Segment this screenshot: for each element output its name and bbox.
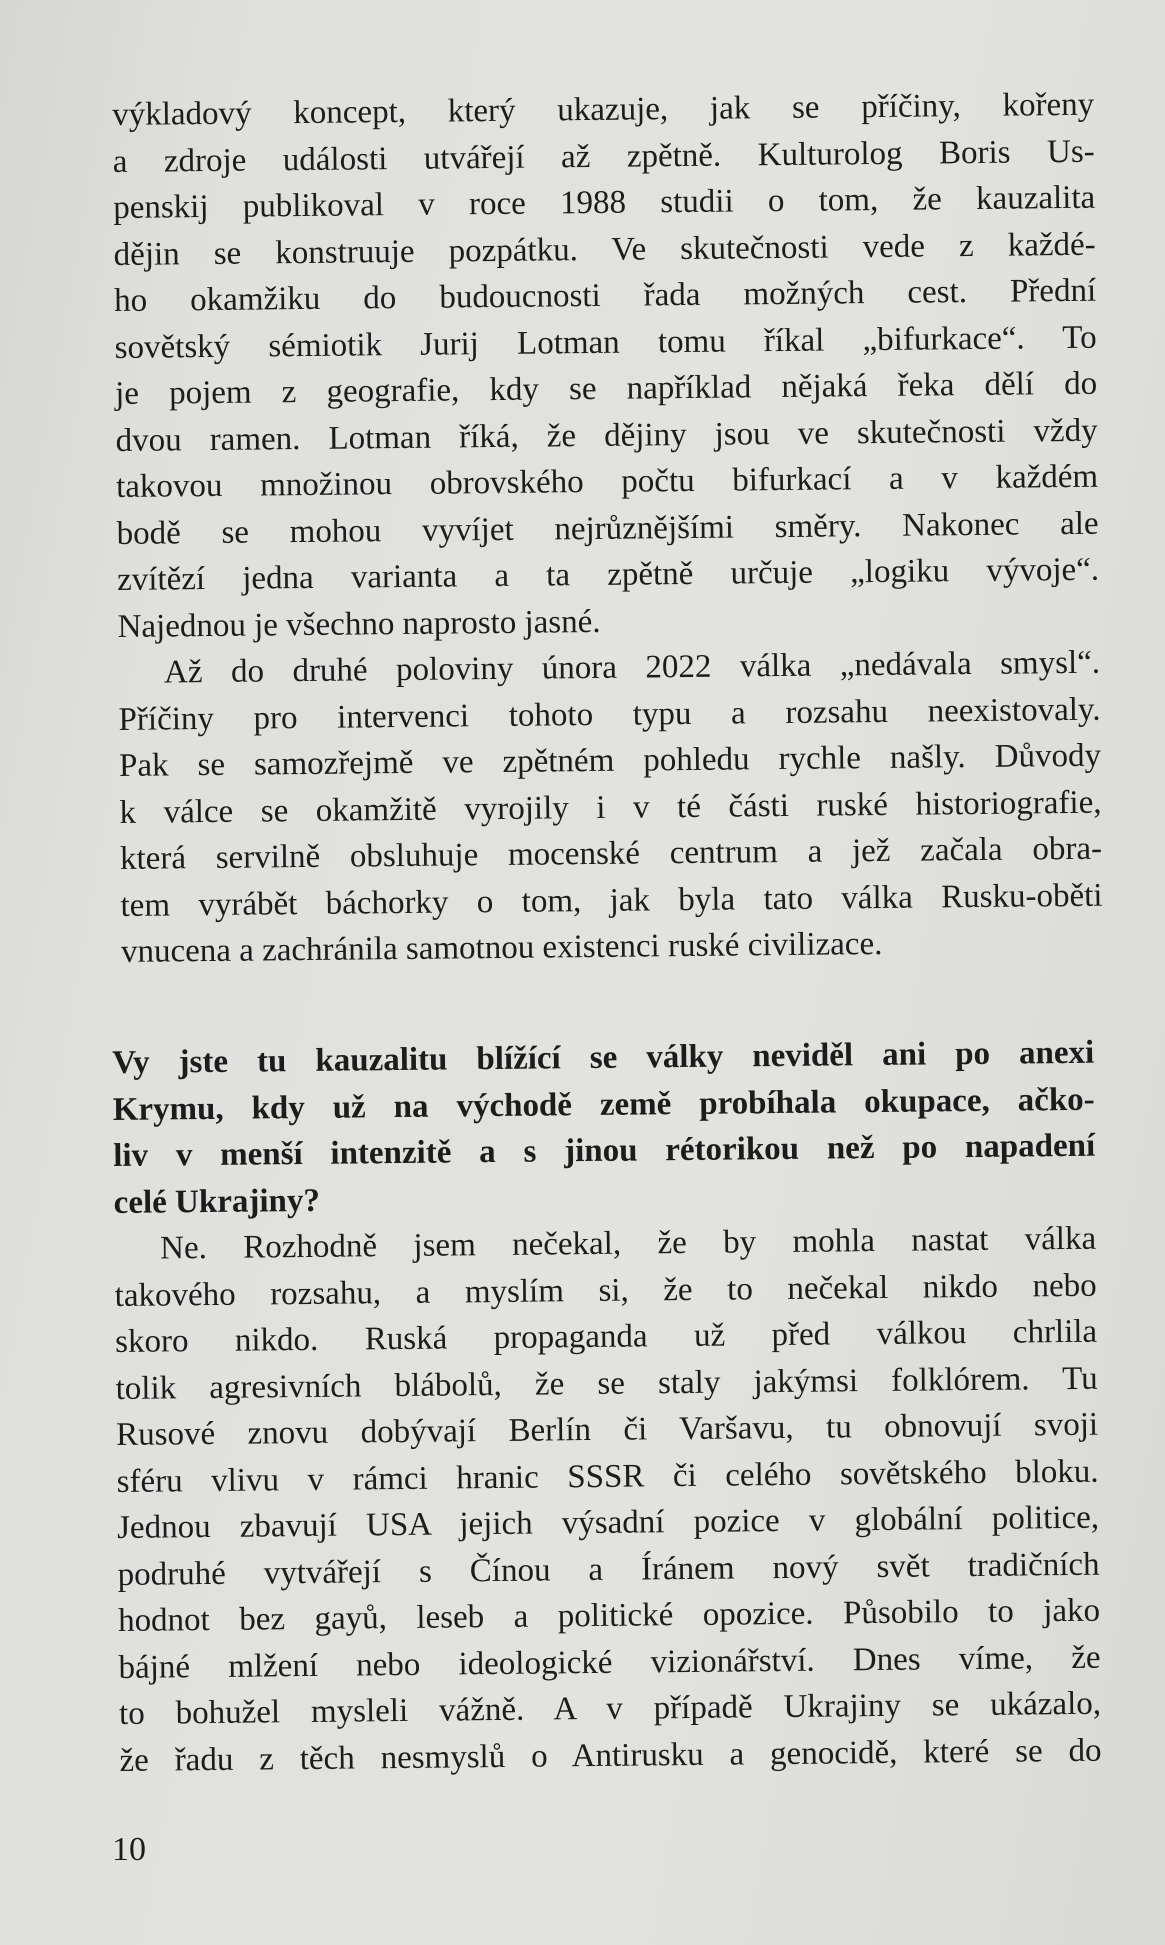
- text-line: Až do druhé poloviny února 2022 válka „nedávala smysl“.: [163, 644, 1101, 691]
- text-line: penskij publikoval v roce 1988 studii o tom, že kauzalita: [113, 179, 1096, 226]
- text-line: k válce se okamžitě vyrojily i v té části ruské historiografie,: [119, 784, 1102, 831]
- text-line: zvítězí jedna varianta a ta zpětně určuje „logiku vývoje“.: [116, 551, 1100, 598]
- text-line: takového rozsahu, a myslím si, že to nečekal nikdo nebo: [114, 1267, 1097, 1314]
- text-line: Pak se samozřejmě ve zpětném pohledu rychle našly. Důvody: [118, 737, 1102, 784]
- text-line: je pojem z geografie, kdy se například nějaká řeka dělí do: [114, 365, 1098, 412]
- page-number: 10: [112, 1831, 146, 1868]
- text-line: tem vyrábět báchorky o tom, jak byla tato válka Rusku-oběti: [120, 877, 1103, 924]
- text-line: dějin se konstruuje pozpátku. Ve skutečnosti vede z každé-: [113, 226, 1096, 273]
- question-line: celé Ukrajiny?: [113, 1182, 321, 1221]
- text-line: sovětský sémiotik Jurij Lotman tomu říkal „bifurkace“. To: [114, 319, 1097, 366]
- text-line: a zdroje události utvářejí až zpětně. Kulturolog Boris Us-: [112, 133, 1095, 180]
- question-line: liv v menší intenzitě a s jinou rétorikou než po napadení: [113, 1127, 1096, 1174]
- text-line: bájné mlžení nebo ideologické vizionářství. Dnes víme, že: [118, 1639, 1101, 1686]
- question-line: Krymu, kdy už na východě země probíhala okupace, ačko-: [112, 1081, 1095, 1128]
- question-line: Vy jste tu kauzalitu blížící se války neviděl ani po anexi: [112, 1034, 1095, 1081]
- upper-text-block: [112, 82, 1103, 976]
- text-line: Ne. Rozhodně jsem nečekal, že by mohla nastat válka: [159, 1220, 1097, 1267]
- text-line: že řadu z těch nesmyslů o Antirusku a genocidě, které se do: [119, 1732, 1102, 1779]
- paragraph-2: [118, 640, 1103, 976]
- text-line: Příčiny pro intervenci tohoto typu a rozsahu neexistovaly.: [118, 691, 1101, 738]
- paragraph-1: [112, 82, 1100, 650]
- lower-text-block: [112, 1030, 1102, 1784]
- text-line: hodnot bez gayů, leseb a politické opozice. Působilo to jako: [117, 1592, 1101, 1639]
- text-line: sféru vlivu v rámci hranic SSSR či celého sovětského bloku.: [116, 1453, 1099, 1500]
- text-line: to bohužel mysleli vážně. A v případě Ukrajiny se ukázalo,: [118, 1685, 1102, 1732]
- text-line: bodě se mohou vyvíjet nejrůznějšími směry. Nakonec ale: [116, 505, 1099, 552]
- text-line: vnucena a zachránila samotnou existenci ruské civilizace.: [120, 925, 883, 970]
- text-line: takovou množinou obrovského počtu bifurkací a v každém: [115, 458, 1099, 505]
- text-line: dvou ramen. Lotman říká, že dějiny jsou ve skutečnosti vždy: [115, 412, 1098, 459]
- text-line: Najednou je všechno naprosto jasné.: [117, 603, 601, 645]
- text-line: podruhé vytvářejí s Čínou a Íránem nový svět tradičních: [117, 1546, 1100, 1593]
- text-line: která servilně obsluhuje mocenské centrum a jež začala obra-: [119, 830, 1103, 877]
- text-line: výkladový koncept, který ukazuje, jak se příčiny, kořeny: [112, 86, 1095, 133]
- interview-answer: [114, 1216, 1102, 1784]
- text-line: ho okamžiku do budoucnosti řada možných cest. Přední: [114, 272, 1097, 319]
- text-line: skoro nikdo. Ruská propaganda už před válkou chrlila: [114, 1313, 1098, 1360]
- text-line: Rusové znovu dobývají Berlín či Varšavu, tu obnovují svoji: [115, 1406, 1099, 1453]
- interview-question: [112, 1030, 1096, 1226]
- text-line: Jednou zbavují USA jejich výsadní pozice v globální politice,: [116, 1499, 1100, 1546]
- text-line: tolik agresivních blábolů, že se staly jakýmsi folklórem. Tu: [115, 1360, 1098, 1407]
